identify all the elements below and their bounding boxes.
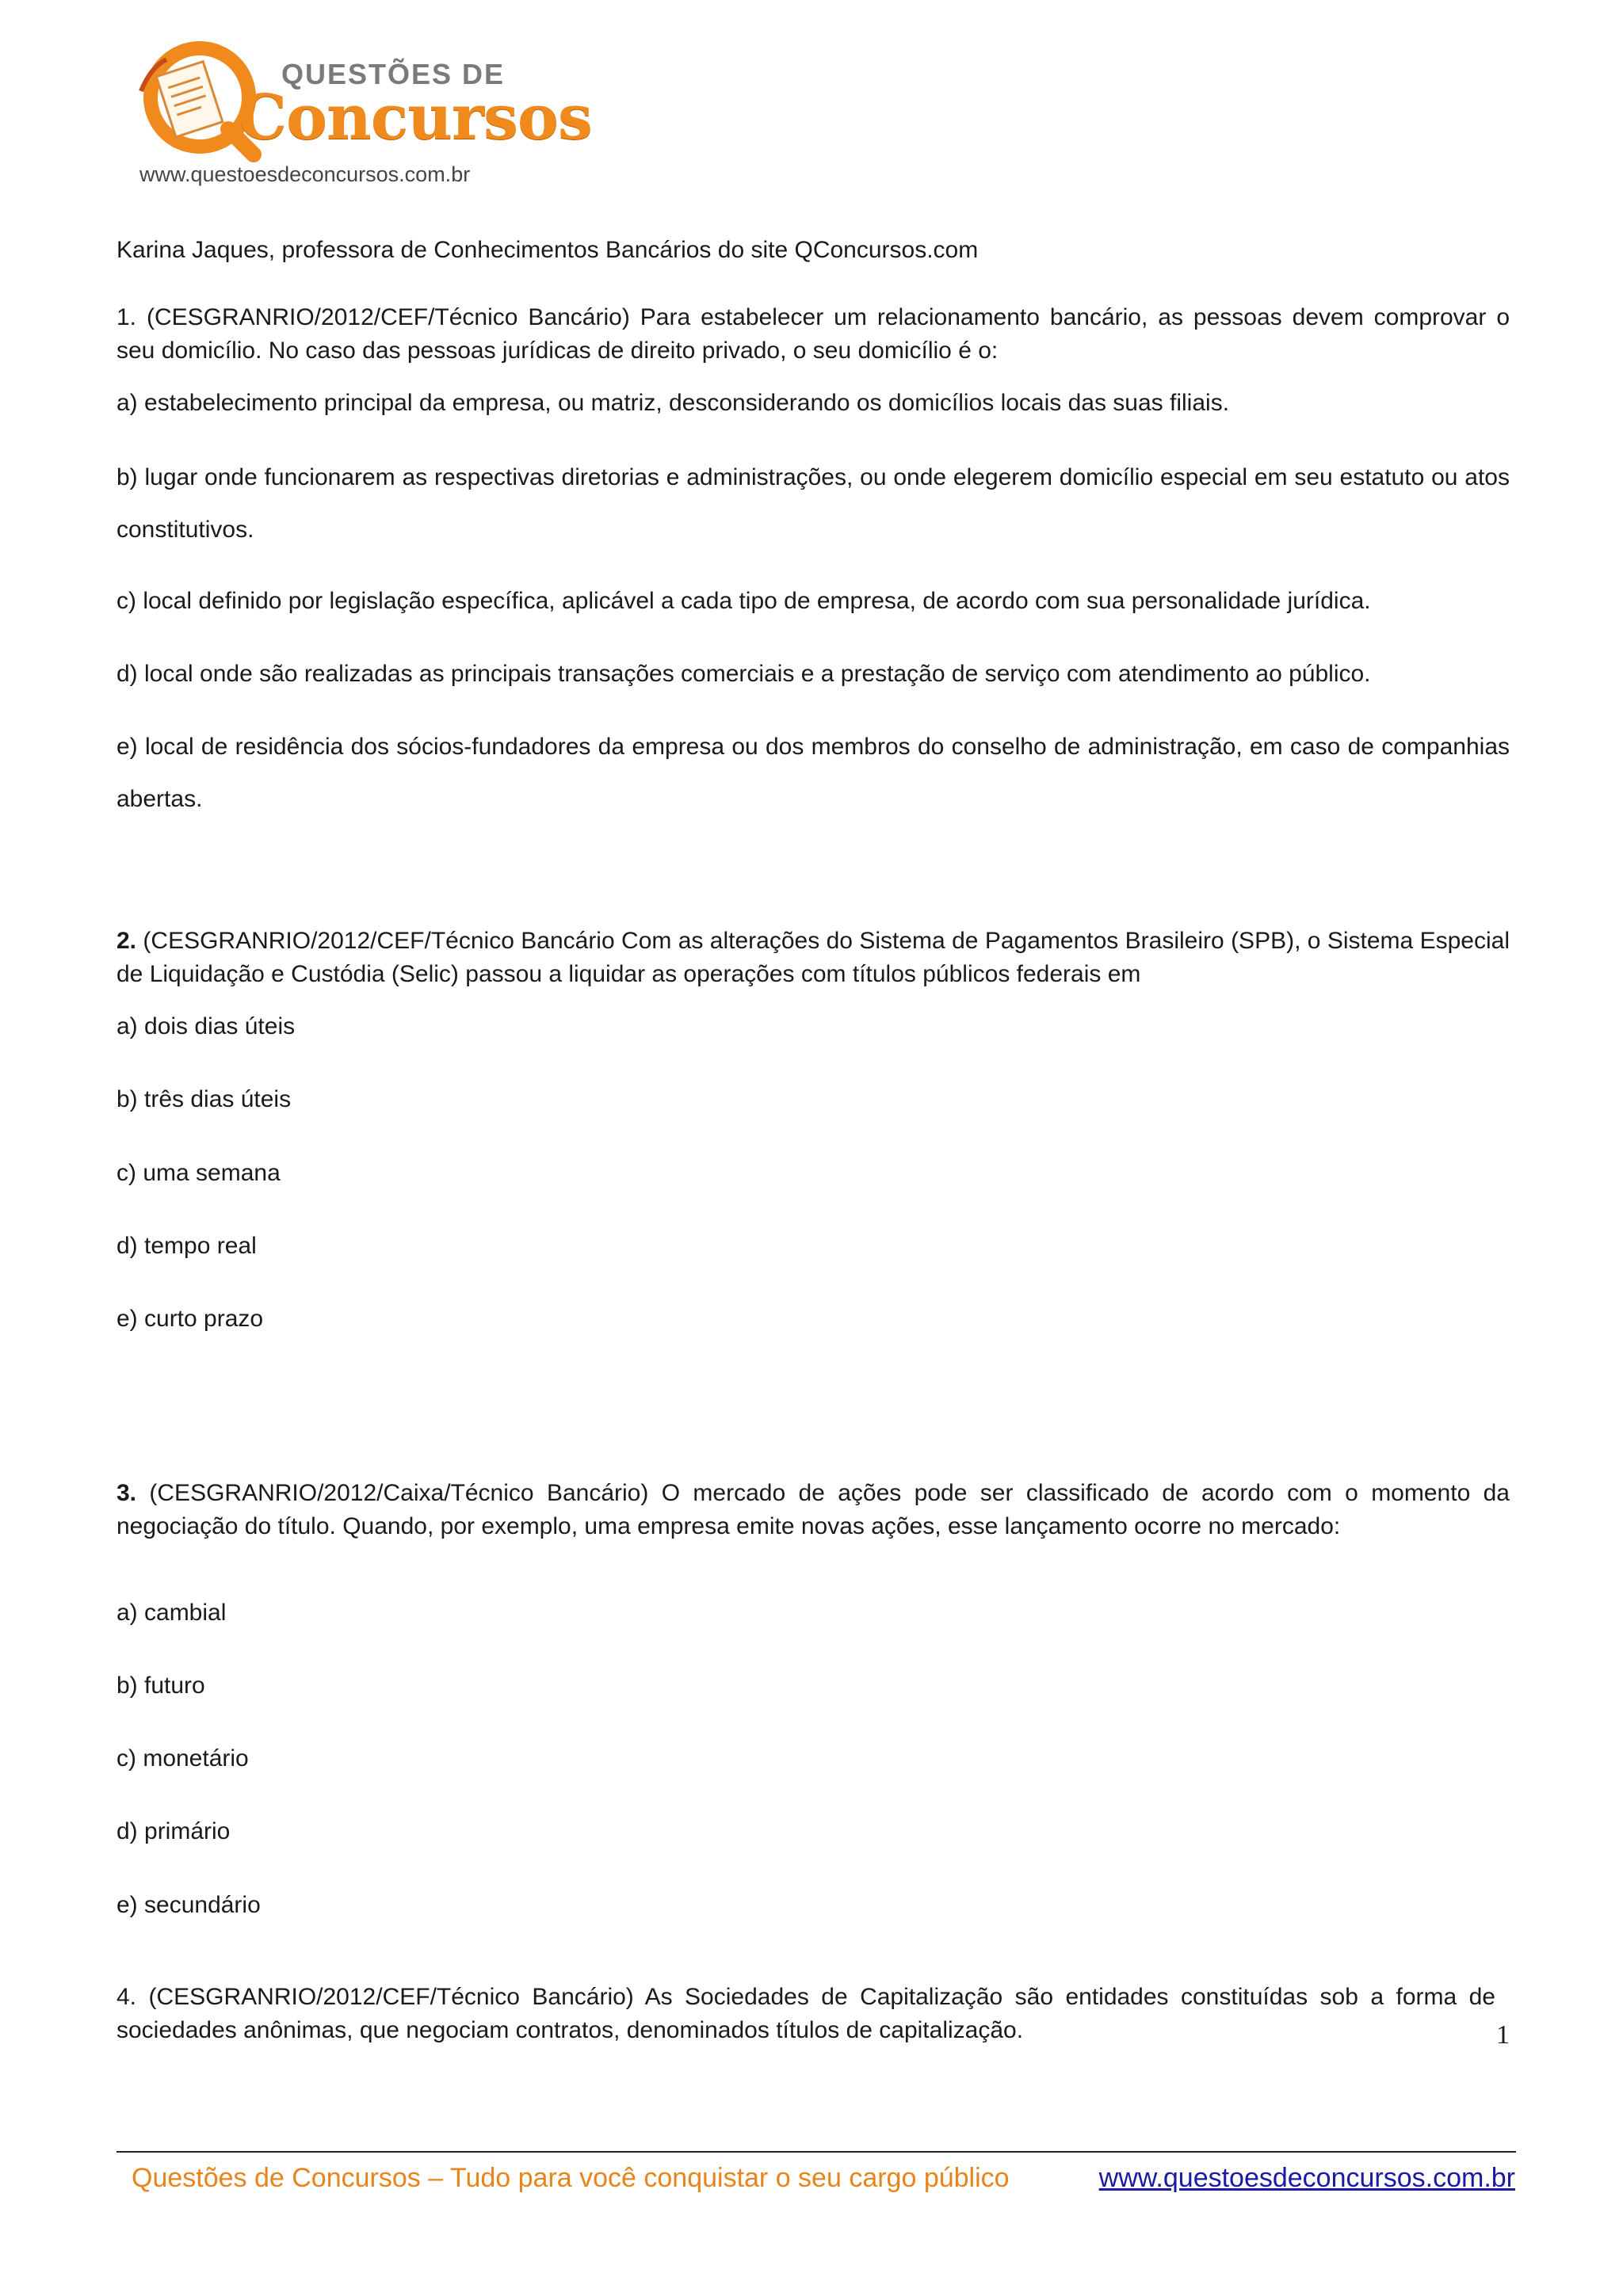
- question-2-option-e: e) curto prazo: [116, 1306, 264, 1332]
- question-1-option-d: d) local onde são realizadas as principais transações comerciais e a prestação de serviço com atendimento ao público.: [116, 661, 1371, 687]
- question-2-option-b: b) três dias úteis: [116, 1086, 292, 1112]
- question-1-option-e: e) local de residência dos sócios-fundadores da empresa ou dos membros do conselho de administração, em caso de companhias abertas.: [116, 734, 1510, 812]
- question-1-option-a: a) estabelecimento principal da empresa, ou matriz, desconsiderando os domicílios locais das suas filiais.: [116, 390, 1230, 416]
- question-1-number: 1.: [116, 304, 137, 330]
- footer-slogan: Questões de Concursos – Tudo para você conquistar o seu cargo público: [132, 2163, 1010, 2193]
- page-number: 1: [1496, 2020, 1510, 2050]
- question-2-option-c: c) uma semana: [116, 1160, 281, 1186]
- question-2-option-d: d) tempo real: [116, 1233, 257, 1259]
- question-3-option-e: e) secundário: [116, 1892, 261, 1918]
- question-1-text: (CESGRANRIO/2012/CEF/Técnico Bancário) Para estabelecer um relacionamento bancário, as pessoas devem comprovar o seu domicílio. No caso das pessoas jurídicas de direito privado, o seu domicílio é o:: [116, 304, 1510, 364]
- question-4-text: (CESGRANRIO/2012/CEF/Técnico Bancário) As Sociedades de Capitalização são entidades constituídas sob a forma de sociedades anônimas, que negociam contratos, denominados títulos de capitalização.: [116, 1984, 1495, 2043]
- question-1-option-c: c) local definido por legislação específica, aplicável a cada tipo de empresa, de acordo com sua personalidade jurídica.: [116, 588, 1371, 614]
- question-1-option-b: b) lugar onde funcionarem as respectivas diretorias e administrações, ou onde elegerem domicílio especial em seu estatuto ou atos constitutivos.: [116, 464, 1510, 543]
- question-3-stem: [116, 1477, 1510, 1543]
- question-2-number: 2.: [116, 928, 137, 954]
- logo-top-text: QUESTÕES DE: [281, 58, 506, 90]
- question-1-stem: [116, 301, 1510, 368]
- footer-divider: [116, 2151, 1516, 2153]
- question-2-stem: [116, 925, 1510, 991]
- question-3-option-b: b) futuro: [116, 1672, 205, 1699]
- author-intro: Karina Jaques, professora de Conhecimentos Bancários do site QConcursos.com: [116, 237, 979, 263]
- question-4-number: 4.: [116, 1984, 137, 2010]
- question-3-number: 3.: [116, 1480, 137, 1506]
- question-2-option-a: a) dois dias úteis: [116, 1013, 296, 1039]
- question-3-option-d: d) primário: [116, 1818, 231, 1844]
- site-logo: [135, 36, 592, 186]
- footer-website-link[interactable]: www.questoesdeconcursos.com.br: [1098, 2163, 1515, 2193]
- question-3-text: (CESGRANRIO/2012/Caixa/Técnico Bancário) O mercado de ações pode ser classificado de acordo com o momento da negociação do título. Quando, por exemplo, uma empresa emite novas ações, esse lançamento ocorre no mercado:: [116, 1480, 1510, 1539]
- logo-url-text: www.questoesdeconcursos.com.br: [139, 162, 471, 186]
- question-2-text: (CESGRANRIO/2012/CEF/Técnico Bancário Com as alterações do Sistema de Pagamentos Brasileiro (SPB), o Sistema Especial de Liquidação e Custódia (Selic) passou a liquidar as operações com títulos públicos federais em: [116, 928, 1510, 987]
- question-3-option-a: a) cambial: [116, 1600, 227, 1626]
- logo-brand-text: Concursos: [238, 82, 592, 154]
- question-4-stem: [116, 1981, 1495, 2047]
- question-3-option-c: c) monetário: [116, 1745, 249, 1772]
